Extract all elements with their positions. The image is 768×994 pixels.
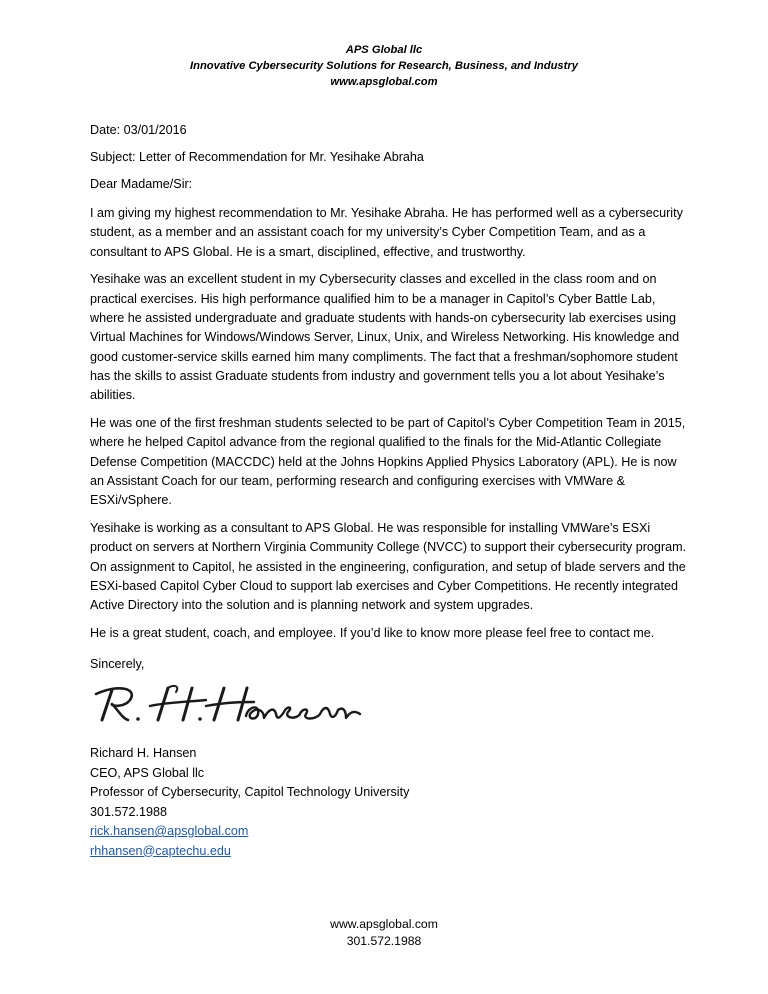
paragraph-closing: He is a great student, coach, and employee. If you’d like to know more please feel free to contact me. xyxy=(90,625,655,640)
company-tagline: Innovative Cybersecurity Solutions for Research, Business, and Industry xyxy=(190,60,578,72)
email-link-captechu[interactable]: rhhansen@captechu.edu xyxy=(90,843,231,858)
signer-title-professor: Professor of Cybersecurity, Capitol Technology University xyxy=(90,785,410,799)
footer-phone: 301.572.1988 xyxy=(346,934,422,948)
paragraph-consultant: Yesihake is working as a consultant to APS Global. He was responsible for installing VMWare’s ESXi product on servers at Northern Virginia Community College (NVCC) to support their cybersecurity program. On assignment to Capitol, he assisted in the engineering, configuration, and setup of blade servers and the ESXi-based Capitol Cyber Cloud to support lab exercises and Cyber Competitions. He recently integrated Active Directory into the solution and is planning network and system upgrades. xyxy=(90,520,687,613)
paragraph-student: Yesihake was an excellent student in my Cybersecurity classes and excelled in the class room and on practical exercises. His high performance qualified him to be a manager in Capitol’s Cyber Battle Lab, where he assisted undergraduate and graduate students with hands-on cybersecurity lab exercises using Virtual Machines for Windows/Windows Server, Linux, Unix, and Wireless Networking. His knowledge and good customer-service skills earned him many compliments. The fact that a freshman/sophomore student has the skills to assist Graduate students from industry and government tells you a lot about Yesihake’s abilities. xyxy=(90,272,680,403)
letter-salutation: Dear Madame/Sir: xyxy=(90,177,193,191)
letter-subject: Subject: Letter of Recommendation for Mr. Yesihake Abraha xyxy=(90,150,424,164)
handwritten-signature xyxy=(88,680,388,730)
letter-body xyxy=(90,204,690,652)
letter-closing: Sincerely, xyxy=(90,657,145,671)
paragraph-recommendation: I am giving my highest recommendation to Mr. Yesihake Abraha. He has performed well as a cybersecurity student, as a member and an assistant coach for my university’s Cyber Competition Team, and as a consultant to APS Global. He is a smart, disciplined, effective, and trustworthy. xyxy=(90,206,683,259)
company-name: APS Global llc xyxy=(345,44,423,56)
paragraph-competition: He was one of the first freshman students selected to be part of Capitol’s Cyber Competition Team in 2015, where he helped Capitol advance from the regional qualified to the finals for the Mid-Atlantic Collegiate Defense Competition (MACCDC) held at the Johns Hopkins Applied Physics Laboratory (APL). He is now an Assistant Coach for our team, performing research and configuring exercises with VMWare & ESXi/vSphere. xyxy=(90,415,686,508)
letterhead xyxy=(0,42,768,90)
company-website: www.apsglobal.com xyxy=(330,76,438,88)
page-footer xyxy=(0,916,768,950)
signer-title-ceo: CEO, APS Global llc xyxy=(90,765,205,780)
signature-block xyxy=(90,744,409,861)
signer-phone: 301.572.1988 xyxy=(90,804,168,819)
signer-name: Richard H. Hansen xyxy=(90,746,197,760)
letter-date: Date: 03/01/2016 xyxy=(90,123,187,137)
footer-website: www.apsglobal.com xyxy=(330,917,438,931)
email-link-apsglobal[interactable]: rick.hansen@apsglobal.com xyxy=(90,824,249,838)
